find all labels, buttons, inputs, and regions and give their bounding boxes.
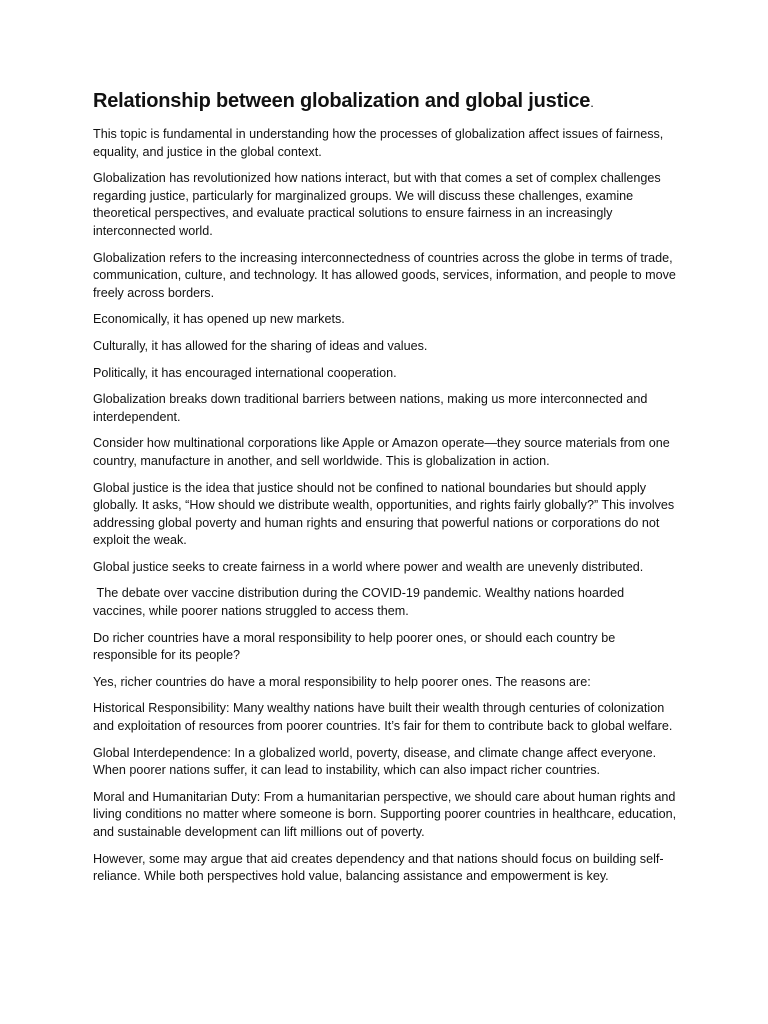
- paragraph-globalization-definition: Globalization refers to the increasing interconnectedness of countries across the globe in terms of trade, communication, culture, and technology. It has allowed goods, services, information, and people to move freely across borders.: [93, 250, 676, 300]
- document-page: [93, 88, 678, 895]
- paragraph-multinationals: Consider how multinational corporations like Apple or Amazon operate—they source materials from one country, manufacture in another, and sell worldwide. This is globalization in action.: [93, 436, 670, 468]
- paragraph-moral-duty: Moral and Humanitarian Duty: From a humanitarian perspective, we should care about human rights and living conditions no matter where someone is born. Supporting poorer countries in healthcare, education, and sustainable development can lift millions out of poverty.: [93, 789, 677, 839]
- paragraph-vaccine-example: The debate over vaccine distribution during the COVID-19 pandemic. Wealthy nations hoarded vaccines, while poorer nations struggled to access them.: [93, 586, 628, 619]
- paragraph-barriers: Globalization breaks down traditional barriers between nations, making us more interconnected and interdependent.: [93, 392, 648, 424]
- paragraph-economic: Economically, it has opened up new markets.: [93, 312, 345, 327]
- paragraph-cultural: Culturally, it has allowed for the sharing of ideas and values.: [93, 338, 428, 353]
- document-title-suffix: .: [590, 95, 594, 110]
- paragraph-conclusion: However, some may argue that aid creates dependency and that nations should focus on building self-reliance. While both perspectives hold value, balancing assistance and empowerment is key.: [93, 851, 664, 884]
- paragraph-historical-responsibility: Historical Responsibility: Many wealthy nations have built their wealth through centuries of colonization and exploitation of resources from poorer countries. It’s fair for them to contribute back to global welfare.: [93, 701, 673, 734]
- paragraph-global-justice-definition: Global justice is the idea that justice should not be confined to national boundaries but should apply globally. It asks, “How should we distribute wealth, opportunities, and rights fairly globally?” This involves addressing global poverty and human rights and ensuring that powerful nations or corporations do not exploit the weak.: [93, 480, 675, 548]
- paragraph-challenges: Globalization has revolutionized how nations interact, but with that comes a set of complex challenges regarding justice, particularly for marginalized groups. We will discuss these challenges, examine theoretical perspectives, and evaluate practical solutions to ensure fairness in an increasingly interconnected world.: [93, 171, 661, 238]
- paragraph-question: Do richer countries have a moral responsibility to help poorer ones, or should each country be responsible for its people?: [93, 630, 616, 663]
- paragraph-fairness: Global justice seeks to create fairness in a world where power and wealth are unevenly distributed.: [93, 559, 644, 574]
- document-title-text: Relationship between globalization and global justice: [93, 90, 591, 112]
- paragraph-intro: This topic is fundamental in understanding how the processes of globalization affect issues of fairness, equality, and justice in the global context.: [93, 127, 664, 159]
- paragraph-answer: Yes, richer countries do have a moral responsibility to help poorer ones. The reasons are:: [93, 674, 591, 689]
- paragraph-global-interdependence: Global Interdependence: In a globalized world, poverty, disease, and climate change affect everyone. When poorer nations suffer, it can lead to instability, which can also impact richer countries.: [93, 745, 657, 778]
- paragraph-political: Politically, it has encouraged international cooperation.: [93, 365, 397, 380]
- document-title: [93, 88, 678, 116]
